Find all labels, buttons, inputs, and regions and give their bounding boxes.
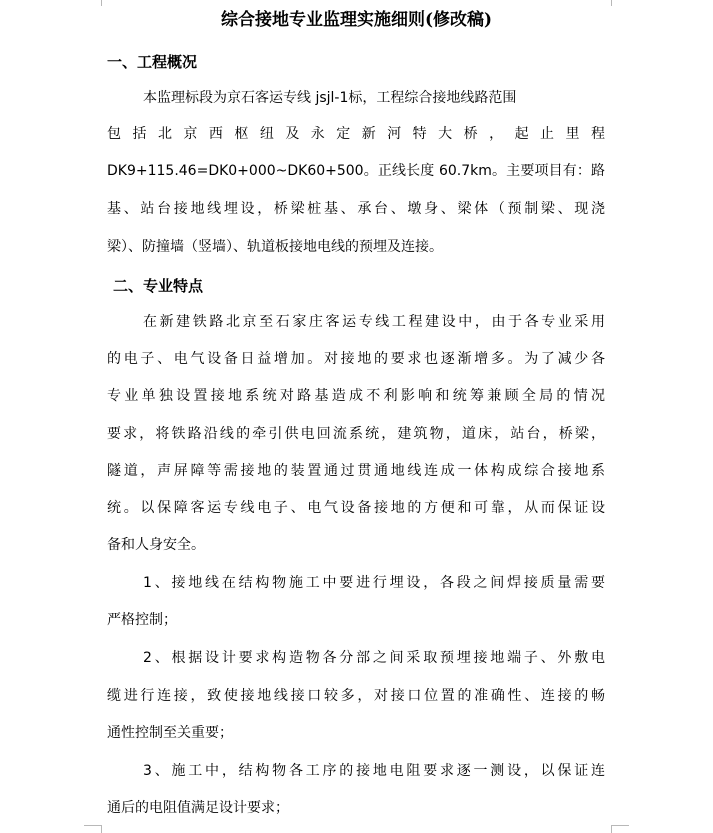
paragraph-line: 基、站台接地线埋设，桥梁桩基、承台、墩身、梁体（预制梁、现浇 <box>107 201 605 217</box>
list-item-line: 1、接地线在结构物施工中要进行埋设，各段之间焊接质量需要 <box>143 575 605 591</box>
crop-mark-bottom-right-vertical <box>611 825 612 833</box>
crop-mark-bottom-left-vertical <box>101 825 102 833</box>
paragraph-line: 包括北京西枢纽及永定新河特大桥，起止里程 <box>107 126 605 142</box>
crop-mark-top-left <box>101 0 102 6</box>
list-item-line: 严格控制； <box>107 612 177 628</box>
paragraph-line: 专业单独设置接地系统对路基造成不利影响和统筹兼顾全局的情况 <box>107 388 605 404</box>
paragraph-line: 梁）、防撞墙（竖墙）、轨道板接地电线的预埋及连接。 <box>107 239 443 255</box>
list-item-line: 缆进行连接，致使接地线接口较多，对接口位置的准确性、连接的畅 <box>107 688 605 704</box>
paragraph-line: 备和人身安全。 <box>107 537 205 553</box>
crop-mark-bottom-right-horizontal <box>612 825 629 826</box>
list-item-line: 通性控制至关重要； <box>107 725 233 741</box>
paragraph-line: 本监理标段为京石客运专线 jsjl-1标，工程综合接地线路范围 <box>143 90 517 106</box>
list-item-line: 3、施工中，结构物各工序的接地电阻要求逐一测设，以保证连 <box>143 763 605 779</box>
paragraph-line: 要求，将铁路沿线的牵引供电回流系统，建筑物，道床，站台，桥梁， <box>107 426 605 442</box>
list-item-line: 2、根据设计要求构造物各分部之间采取预埋接地端子、外敷电 <box>143 650 605 666</box>
paragraph-line: 在新建铁路北京至石家庄客运专线工程建设中，由于各专业采用 <box>143 314 605 330</box>
list-item-line: 通后的电阻值满足设计要求； <box>107 800 289 816</box>
paragraph-line: 的电子、电气设备日益增加。对接地的要求也逐渐增多。为了减少各 <box>107 351 605 367</box>
section-heading-features: 二、专业特点 <box>113 277 204 295</box>
crop-mark-bottom-left-horizontal <box>84 825 101 826</box>
section-heading-overview: 一、工程概况 <box>107 53 198 71</box>
document-title: 综合接地专业监理实施细则(修改稿) <box>220 10 493 30</box>
paragraph-line: 统。以保障客运专线电子、电气设备接地的方便和可靠，从而保证设 <box>107 500 605 516</box>
paragraph-line: DK9+115.46=DK0+000~DK60+500。正线长度 60.7km。主要项目有：路 <box>107 163 605 179</box>
paragraph-line: 隧道，声屏障等需接地的装置通过贯通地线连成一体构成综合接地系 <box>107 463 605 479</box>
crop-mark-top-right <box>611 0 612 6</box>
